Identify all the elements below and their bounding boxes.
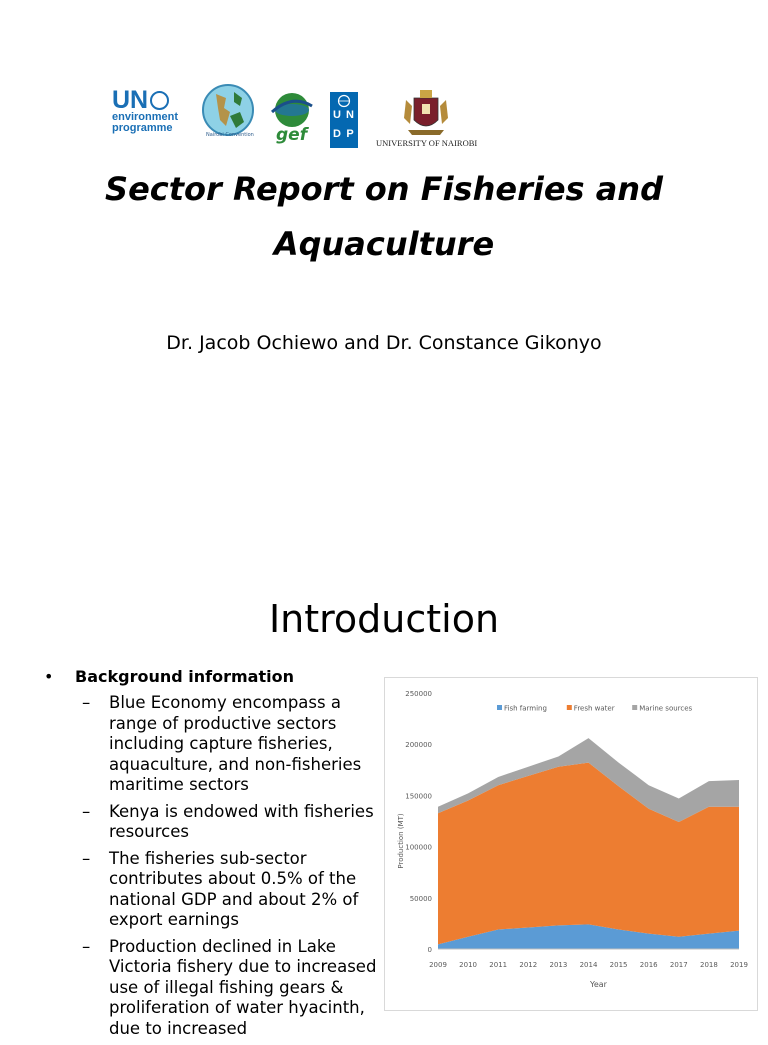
un-emblem-icon [330, 94, 358, 108]
sub-bullet-text: Production declined in Lake Victoria fishery due to increased use of illegal fishing gears & proliferation of water hyacinth, due to increased [109, 936, 377, 1038]
y-tick-label: 250000 [405, 690, 432, 698]
x-tick-label: 2015 [609, 961, 628, 969]
x-axis-title: Year [590, 980, 607, 989]
sub-bullet [44, 849, 379, 931]
unep-logo-subtext-2: programme [112, 122, 173, 134]
y-axis-title: Production (MT) [397, 813, 405, 869]
university-name: UNIVERSITY OF NAIROBI [376, 138, 478, 148]
y-tick-label: 200000 [405, 741, 432, 750]
nairobi-convention-emblem-icon [200, 82, 256, 140]
university-of-nairobi-logo [376, 84, 476, 150]
bullet-background-information [44, 667, 379, 687]
undp-logo [330, 92, 358, 148]
logo-strip [0, 80, 768, 152]
dash-icon: – [82, 693, 91, 712]
unep-logo [112, 88, 186, 136]
x-tick-label: 2009 [429, 961, 447, 969]
nairobi-convention-logo [200, 82, 256, 140]
x-tick-label: 2014 [579, 961, 598, 969]
x-tick-label: 2019 [730, 961, 748, 969]
production-chart-svg [385, 678, 757, 1010]
legend-label: Fish farming [504, 704, 547, 713]
dash-icon: – [82, 936, 91, 956]
bullet-list [44, 667, 379, 1045]
y-tick-label: 0 [427, 946, 432, 954]
undp-letter-d: D [333, 128, 341, 140]
undp-letter-n: N [346, 109, 354, 121]
report-title: Sector Report on Fisheries and Aquaculture [105, 170, 663, 263]
x-tick-label: 2017 [669, 961, 688, 969]
x-tick-label: 2016 [639, 961, 658, 969]
dash-icon: – [82, 801, 91, 821]
gef-text: gef [276, 125, 308, 144]
report-authors: Dr. Jacob Ochiewo and Dr. Constance Gikonyo [166, 332, 602, 354]
bullet-dot-icon: • [44, 667, 54, 686]
undp-letter-u: U [333, 109, 341, 121]
dash-icon: – [82, 848, 91, 868]
sub-bullet-text: Kenya is endowed with fisheries resources [109, 801, 374, 841]
y-tick-label: 150000 [405, 792, 432, 801]
x-tick-label: 2018 [699, 961, 718, 969]
bullet-heading: Background information [75, 667, 294, 686]
coat-of-arms-icon [376, 84, 476, 138]
sub-bullet [44, 802, 379, 843]
legend-swatch [567, 705, 572, 710]
y-tick-label: 100000 [405, 843, 432, 852]
legend-label: Marine sources [639, 704, 693, 713]
gef-globe-icon [268, 88, 314, 144]
introduction-slide [0, 585, 768, 1038]
sub-bullet-text: Blue Economy encompass a range of productive sectors including capture fisheries, aquaculture, and non-fisheries maritime sectors [109, 693, 362, 794]
nairobi-convention-text: Nairobi Convention [206, 132, 254, 138]
legend-label: Fresh water [573, 704, 615, 713]
gef-logo [268, 88, 314, 144]
introduction-heading: Introduction [268, 597, 500, 641]
y-tick-label: 50000 [409, 894, 432, 903]
unep-logo-text: UN [112, 86, 149, 114]
x-tick-label: 2012 [519, 961, 538, 969]
production-chart [384, 677, 758, 1011]
x-tick-label: 2011 [489, 961, 508, 969]
undp-letter-p: P [346, 128, 354, 140]
x-tick-label: 2013 [549, 961, 568, 969]
un-globe-icon [150, 91, 169, 110]
x-tick-label: 2010 [459, 961, 478, 969]
legend-swatch [497, 705, 502, 710]
unep-logo-subtext-1: environment [112, 111, 179, 123]
sub-bullet [44, 693, 379, 796]
sub-bullet-text: The fisheries sub-sector contributes about 0.5% of the national GDP and about 2% of export earnings [109, 848, 359, 929]
legend-swatch [632, 705, 637, 710]
